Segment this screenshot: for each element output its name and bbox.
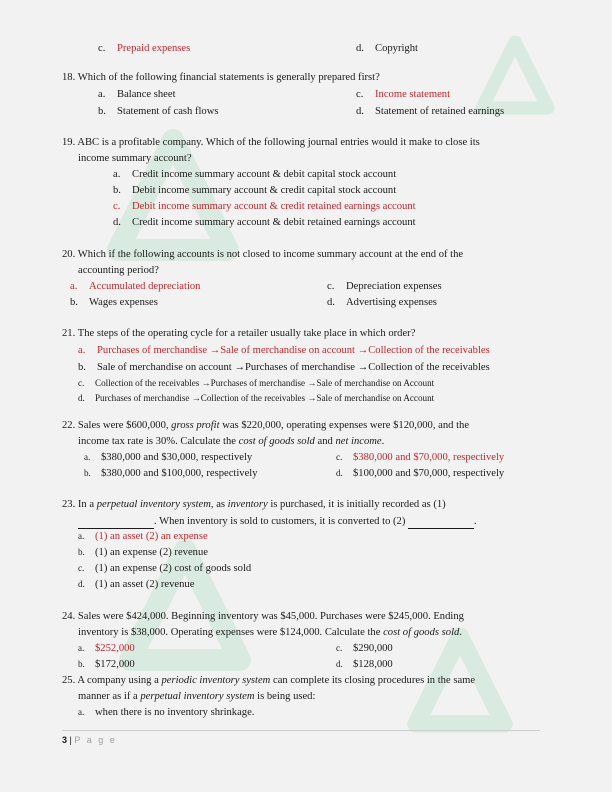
q18-option-a: a. Balance sheet <box>98 89 176 100</box>
q22-option-c: c. $380,000 and $70,000, respectively <box>336 452 505 463</box>
question-21-stem: 21. The steps of the operating cycle for a retailer usually take place in which order? <box>62 328 416 339</box>
question-19-stem: 19. ABC is a profitable company. Which of the following journal entries would it make to close its <box>62 137 480 148</box>
q21-option-a: a. Purchases of merchandise →Sale of merchandise on account →Collection of the receivables <box>78 345 490 356</box>
q20-option-d: d. Advertising expenses <box>327 297 437 308</box>
footer-separator: | <box>69 735 72 745</box>
footer-divider <box>62 730 540 731</box>
question-23-stem: 23. In a perpetual inventory system, as inventory is purchased, it is initially recorded as (1) <box>62 499 446 510</box>
q19-option-d: d. Credit income summary account & debit retained earnings account <box>113 217 416 228</box>
q25-option-a: a. when there is no inventory shrinkage. <box>78 707 255 718</box>
question-24-stem: 24. Sales were $424,000. Beginning inventory was $45,000. Purchases were $245,000. Ending <box>62 611 464 622</box>
q19-option-b: b. Debit income summary account & credit capital stock account <box>113 185 397 196</box>
question-25-stem-cont: manner as if a perpetual inventory system is being used: <box>78 691 316 702</box>
option-d: d. Copyright <box>356 43 418 54</box>
question-23-stem-cont: . When inventory is sold to customers, it is converted to (2) . <box>78 515 477 529</box>
q18-option-c: c. Income statement <box>356 89 451 100</box>
q19-option-c: c. Debit income summary account & credit retained earnings account <box>113 201 416 212</box>
q24-option-c: c. $290,000 <box>336 643 393 654</box>
q21-option-c: c. Collection of the receivables →Purchases of merchandise →Sale of merchandise on Account <box>78 378 435 388</box>
q19-option-a: a. Credit income summary account & debit capital stock account <box>113 169 397 180</box>
q18-option-b: b. Statement of cash flows <box>98 106 219 117</box>
page-footer <box>62 735 117 745</box>
q24-option-d: d. $128,000 <box>336 659 393 670</box>
q24-option-b: b. $172,000 <box>78 659 135 670</box>
q20-option-a: a. Accumulated depreciation <box>70 281 201 292</box>
question-20-stem: 20. Which if the following accounts is not closed to income summary account at the end of the <box>62 249 464 260</box>
question-19-stem-cont: income summary account? <box>78 153 192 164</box>
q18-option-d: d. Statement of retained earnings <box>356 106 505 117</box>
answer-blank-2 <box>408 515 474 529</box>
answer-blank-1 <box>78 515 154 529</box>
q22-option-d: d. $100,000 and $70,000, respectively <box>336 468 505 479</box>
q22-option-a: a. $380,000 and $30,000, respectively <box>84 452 253 463</box>
question-22-stem: 22. Sales were $600,000, gross profit was $220,000, operating expenses were $120,000, and the <box>62 420 470 431</box>
question-20-stem-cont: accounting period? <box>78 265 159 276</box>
page-label: P a g e <box>74 735 117 745</box>
q20-option-b: b. Wages expenses <box>70 297 158 308</box>
question-25-stem: 25. A company using a periodic inventory system can complete its closing procedures in the same <box>62 675 476 686</box>
q23-option-b: b. (1) an expense (2) revenue <box>78 547 208 558</box>
page-number: 3 <box>62 735 68 745</box>
q23-option-d: d. (1) an asset (2) revenue <box>78 579 195 590</box>
question-24-stem-cont: inventory is $38,000. Operating expenses were $124,000. Calculate the cost of goods sold. <box>78 627 462 638</box>
q21-option-b: b. Sale of merchandise on account →Purchases of merchandise →Collection of the receivables <box>78 362 490 373</box>
q21-option-d: d. Purchases of merchandise →Collection of the receivables →Sale of merchandise on Account <box>78 393 435 403</box>
q20-option-c: c. Depreciation expenses <box>327 281 442 292</box>
q22-option-b: b. $380,000 and $100,000, respectively <box>84 468 258 479</box>
q23-option-c: c. (1) an expense (2) cost of goods sold <box>78 563 252 574</box>
question-22-stem-cont: income tax rate is 30%. Calculate the cost of goods sold and net income. <box>78 436 385 447</box>
option-c: c. Prepaid expenses <box>98 43 191 54</box>
q24-option-a: a. $252,000 <box>78 643 135 654</box>
q23-option-a: a. (1) an asset (2) an expense <box>78 531 208 542</box>
question-18-stem: 18. Which of the following financial statements is generally prepared first? <box>62 72 380 83</box>
